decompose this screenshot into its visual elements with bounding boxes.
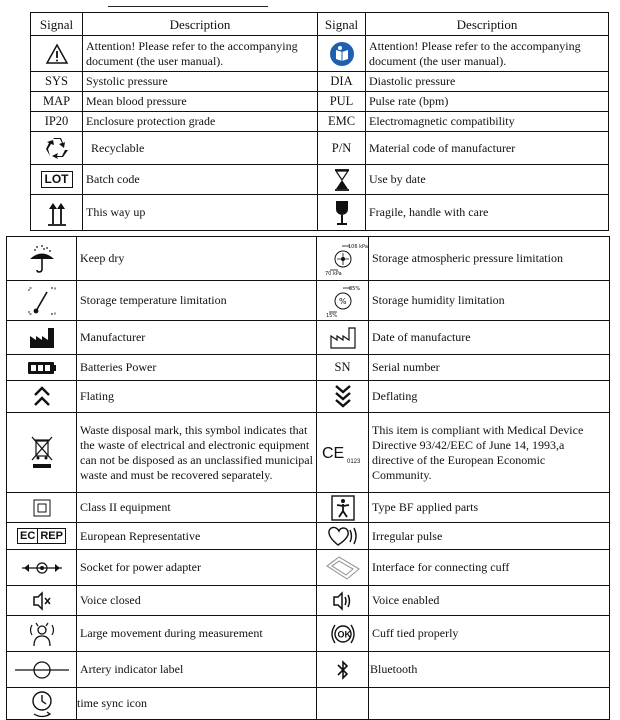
umbrella-icon — [27, 244, 57, 274]
table-row — [31, 132, 609, 165]
movement-icon — [27, 620, 57, 648]
description-cell: Type BF applied parts — [369, 493, 610, 523]
description-cell: time sync icon — [77, 688, 317, 720]
deflating-chevron-down-icon — [333, 384, 353, 410]
factory-icon — [28, 326, 56, 350]
recycle-icon — [44, 136, 70, 160]
table-row — [7, 321, 610, 355]
table-row — [7, 616, 610, 652]
table-row — [31, 36, 609, 72]
humidity-bottom-label: 15% — [325, 312, 337, 319]
table-row — [31, 195, 609, 231]
table-row — [7, 493, 610, 523]
description-cell: Recyclable — [83, 132, 318, 165]
signal-cell — [317, 381, 369, 413]
signal-cell — [7, 237, 77, 281]
table-row — [7, 586, 610, 616]
fragile-glass-icon — [333, 199, 351, 227]
table-row — [31, 72, 609, 92]
description-cell: Batch code — [83, 165, 318, 195]
description-cell: Use by date — [366, 165, 609, 195]
ce-mark-text: CE — [321, 444, 344, 462]
manual-book-icon — [329, 41, 355, 67]
type-bf-icon — [331, 495, 355, 521]
date-of-manufacture-icon — [329, 326, 357, 350]
description-cell: Systolic pressure — [83, 72, 318, 92]
description-cell: Voice closed — [77, 586, 317, 616]
signal-header: Signal — [31, 13, 83, 36]
signal-cell — [317, 321, 369, 355]
signal-cell — [317, 688, 369, 720]
table-row — [7, 237, 610, 281]
signal-cell — [31, 165, 83, 195]
signal-cell — [317, 652, 369, 688]
top-rule-line — [108, 6, 268, 7]
description-cell: Storage temperature limitation — [77, 281, 317, 321]
svg-text:%: % — [338, 296, 347, 306]
pressure-bottom-label: 70 kPa — [324, 270, 342, 277]
signal-cell — [317, 281, 369, 321]
description-header: Description — [366, 13, 609, 36]
signal-cell — [317, 413, 369, 493]
description-cell: Attention! Please refer to the accompanying document (the user manual). — [83, 36, 318, 72]
ec-rep-icon — [17, 528, 66, 544]
irregular-pulse-heart-icon — [326, 525, 360, 547]
description-cell: Flating — [77, 381, 317, 413]
description-cell: Bluetooth — [369, 652, 610, 688]
table-row — [31, 165, 609, 195]
table-row — [7, 381, 610, 413]
signal-cell — [318, 36, 366, 72]
signal-cell — [317, 616, 369, 652]
signal-cell — [7, 550, 77, 586]
description-cell: Waste disposal mark, this symbol indicates that the waste of electrical and electronic equipment can not be disposed as an unclassified municipal waste and must be recovered separately. — [77, 413, 317, 493]
time-sync-icon — [29, 690, 55, 718]
signal-cell — [317, 493, 369, 523]
hourglass-icon — [333, 168, 351, 192]
description-cell: Interface for connecting cuff — [369, 550, 610, 586]
signal-cell — [7, 523, 77, 550]
description-cell: Storage atmospheric pressure limitation — [369, 237, 610, 281]
table-row — [31, 112, 609, 132]
cuff-interface-icon — [323, 554, 363, 582]
description-cell: Pulse rate (bpm) — [366, 92, 609, 112]
description-cell: Cuff tied properly — [369, 616, 610, 652]
description-cell: Date of manufacture — [369, 321, 610, 355]
signal-cell — [7, 381, 77, 413]
description-cell: Material code of manufacturer — [366, 132, 609, 165]
weee-bin-icon — [28, 435, 56, 471]
signal-code: SYS — [31, 72, 83, 92]
warning-triangle-icon — [45, 43, 69, 65]
description-cell: Large movement during measurement — [77, 616, 317, 652]
description-cell: Mean blood pressure — [83, 92, 318, 112]
signal-code: DIA — [318, 72, 366, 92]
signal-cell — [318, 195, 366, 231]
ec-rep-icon-ec: EC — [18, 529, 38, 543]
signal-cell — [317, 550, 369, 586]
humidity-top-label: 85% — [348, 285, 360, 292]
table-row — [31, 92, 609, 112]
signal-code: IP20 — [31, 112, 83, 132]
signal-cell — [7, 652, 77, 688]
description-cell: Class II equipment — [77, 493, 317, 523]
signal-header: Signal — [318, 13, 366, 36]
signal-code: SN — [317, 355, 369, 381]
table-row — [7, 688, 610, 720]
table-row — [7, 652, 610, 688]
signal-cell — [7, 355, 77, 381]
description-cell: Keep dry — [77, 237, 317, 281]
thermometer-limit-icon — [25, 285, 59, 317]
signal-cell — [7, 493, 77, 523]
notified-body-number: 0123 — [346, 458, 360, 465]
symbols-table-top — [30, 12, 609, 231]
signal-code: EMC — [318, 112, 366, 132]
speaker-muted-icon — [31, 591, 53, 611]
signal-cell — [7, 616, 77, 652]
signal-cell — [31, 132, 83, 165]
description-cell: European Representative — [77, 523, 317, 550]
description-cell: Electromagnetic compatibility — [366, 112, 609, 132]
signal-cell — [7, 413, 77, 493]
description-cell: Enclosure protection grade — [83, 112, 318, 132]
this-way-up-icon — [46, 199, 68, 227]
signal-cell — [31, 36, 83, 72]
ec-rep-icon-rep: REP — [40, 530, 63, 542]
table-row — [7, 355, 610, 381]
table-row — [7, 413, 610, 493]
cuff-ok-text: OK — [337, 629, 351, 639]
signal-cell — [7, 586, 77, 616]
battery-icon — [27, 360, 57, 376]
description-cell: Socket for power adapter — [77, 550, 317, 586]
table-row — [7, 281, 610, 321]
description-cell: Artery indicator label — [77, 652, 317, 688]
description-cell: Serial number — [369, 355, 610, 381]
artery-indicator-icon — [13, 659, 71, 681]
description-cell: Deflating — [369, 381, 610, 413]
symbols-table-bottom — [6, 236, 610, 720]
description-cell: This way up — [83, 195, 318, 231]
description-cell: Diastolic pressure — [366, 72, 609, 92]
humidity-limit-icon — [325, 284, 361, 318]
flating-chevron-up-icon — [32, 385, 52, 409]
description-cell: Irregular pulse — [369, 523, 610, 550]
signal-cell — [7, 688, 77, 720]
description-cell: Fragile, handle with care — [366, 195, 609, 231]
lot-icon: LOT — [41, 171, 73, 188]
table-row — [7, 523, 610, 550]
table-row — [7, 550, 610, 586]
signal-cell — [7, 281, 77, 321]
pressure-top-label: 106 kPa — [347, 243, 368, 250]
description-cell: Storage humidity limitation — [369, 281, 610, 321]
signal-code: P/N — [318, 132, 366, 165]
description-cell — [369, 688, 610, 720]
description-cell: Voice enabled — [369, 586, 610, 616]
speaker-on-icon — [332, 590, 354, 612]
description-cell: Batteries Power — [77, 355, 317, 381]
signal-cell — [7, 321, 77, 355]
signal-cell — [317, 586, 369, 616]
signal-cell — [317, 523, 369, 550]
signal-code: PUL — [318, 92, 366, 112]
power-socket-polarity-icon — [20, 560, 64, 576]
cuff-ok-icon — [326, 621, 360, 647]
description-cell: Manufacturer — [77, 321, 317, 355]
signal-cell — [31, 195, 83, 231]
signal-code: MAP — [31, 92, 83, 112]
description-cell: This item is compliant with Medical Device Directive 93/42/EEC of June 14, 1993,a directive of the European Economic Community. — [369, 413, 610, 493]
bluetooth-icon — [335, 658, 351, 682]
description-header: Description — [83, 13, 318, 36]
ce-mark-icon — [320, 441, 366, 465]
pressure-limit-icon — [324, 242, 368, 277]
signal-cell — [318, 165, 366, 195]
description-cell: Attention! Please refer to the accompanying document (the user manual). — [366, 36, 609, 72]
signal-cell — [317, 237, 369, 281]
class-ii-icon — [33, 499, 51, 517]
table-header-row — [31, 13, 609, 36]
